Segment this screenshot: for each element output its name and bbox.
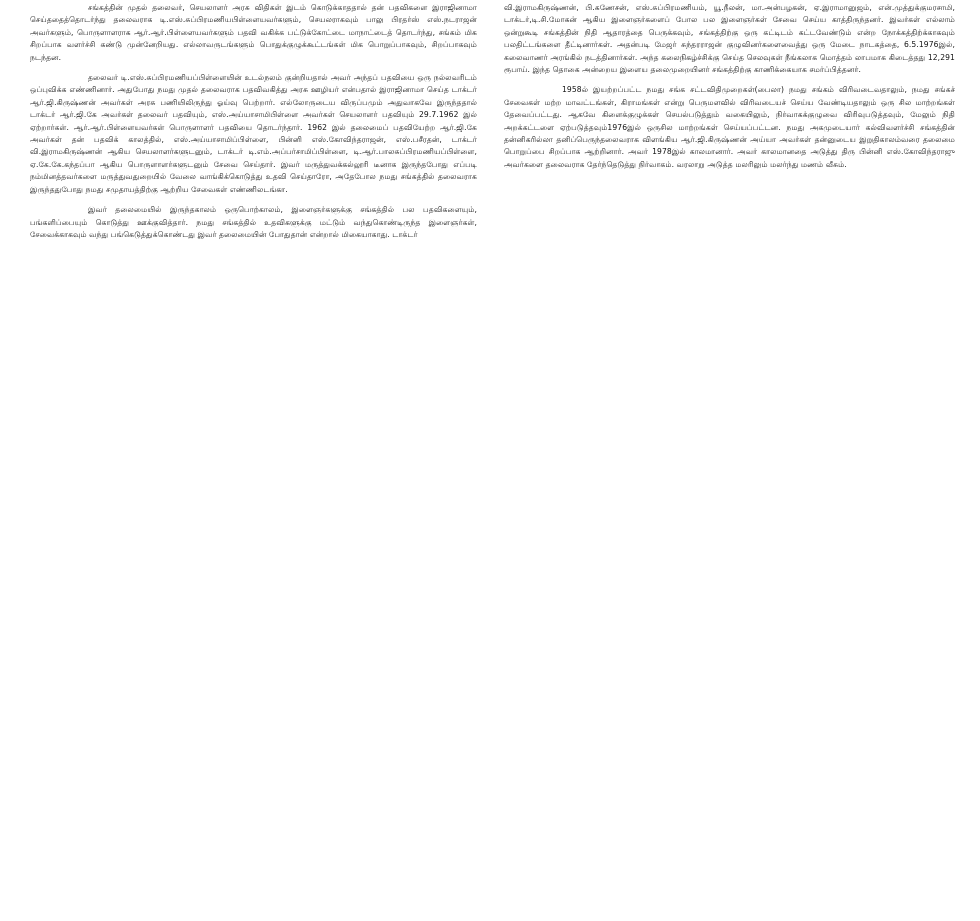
paragraph: வி.இராமகிருஷ்ணன், பி.கணேசன், எஸ்.சுப்பிரமணியம், யூ.நீலன், மா.அன்பழகன், ஏ.இராமானுஜம், என்.முத்துக்குமரசாமி, டாக்டர்,டி.சி.மோகன் ஆகிய இளைஞர்களைப் போல பல இளைஞர்கள் சேவை செய்ய காத்திருந்தனர். இவர்கள் எல்லாம் ஒன்றுகூடி சங்கத்தின் நிதி ஆதாரத்தை பெருக்கவும், சங்கத்திற்கு ஒரு கட்டிடம் கட்டவேண்டும் என்ற நோக்கத்திற்க்காகவும் பலதிட்டங்களை தீட்டினார்கள். அதன்படி மேஜர் சுந்தரராஜன் குழுவினர்களைவைத்து ஒரு மேடை நாடகத்தை, 6.5.1976இல், கலைவாணர் அரங்கில் நடத்தினார்கள். அந்த கலைநிகழ்ச்சிக்கு செய்த செலவுகள் நீங்கலாக மொத்தம் லாபமாக கிடைத்தது 12,291 ரூபாய். இந்த தொகை அன்றைய இளைய தலைமுறையினர் சங்கத்திற்கு காணிக்கையாக சமர்ப்பித்தனர்.: [504, 3, 955, 75]
left-column: [0, 0, 483, 921]
paragraph: 1958ல் இயற்றப்பட்ட நமது சங்க சட்டவிதிமுறைகள்(பைலா) நமது சங்கம் விரிவடைவதாலும், நமது சங்கச் சேவைகள் மற்ற மாவட்டங்கள், கிராமங்கள் என்று பெருமளவில் விரிவடையச் செய்ய வேண்டியதாலும் ஒரு சில மாற்றங்கள் தேவைப்பட்டது. ஆகவே கிளைக்குழுக்கள் செயல்படுத்தும் வகையிலும், நிர்வாகக்குழுவை விரிவுபடுத்தவும், மேலும் நிதி அறக்கட்டளை ஏற்படுத்தவும்1976இல் ஒருசில மாற்றங்கள் செய்யப்பட்டன. நமது அகமுடையார் கல்விவளர்ச்சி சங்கத்தின் தன்னிகரில்லா தனிப்பெருந்தலைவராக விளங்கிய ஆர்.ஜி.கிருஷ்ணன் அய்யா அவர்கள் தன்னுடைய இறுதிகாலம்வரை தலைமை பொறுப்பை சிறப்பாக ஆற்றினார். அவர் 1978இல் காலமானார். அவர் காலமானதை அடுத்து திரு பின்னி எஸ்.கோவிந்தராஜு அவர்களை தலைவராக தேர்ந்தெடுத்து நிர்வாகம். வரலாறு அடுத்த மலரிலும் மலர்ந்து மணம் வீசும்.: [504, 85, 955, 169]
paragraph: சங்கத்தின் முதல் தலைவர், செயலாளர் அரசு விதிகள் இடம் கொடுக்காததால் தன் பதவிகளை இராஜினாமா செய்ததைத்தொடர்ந்து தலைவராக டி.எஸ்.சுப்பிரமணியபிள்ளையவர்களும், செயலராகவும் பாலு பிரதர்ஸ் எஸ்.நடராஜன் அவர்களும், பொருளாளராக ஆர்.ஆர்.பிள்ளையவர்களும் பதவி வகிக்க பட்டுக்கோட்டை மாநாட்டைத் தொடர்ந்து, சங்கம் மிக சிறப்பாக வளர்ச்சி கண்டு முன்னேறியது. எல்லாவருடங்களும் பொதுக்குழுக்கூட்டங்கள் மிக பொறுப்பாகவும், சிறப்பாகவும் நடந்தன.: [30, 3, 477, 62]
right-column: [489, 0, 965, 921]
paragraph: தலைவர் டி.எஸ்.சுப்பிரமணியப்பிள்ளையின் உடல்நலம் குன்றியதால் அவர் அந்தப் பதவியை ஒரு நல்லவரிடம் ஒப்புவிக்க எண்ணினார். அதுபோது நமது முதல் தலைவராக பதவிவகித்து அரசு ஊழியர் என்பதால் இராஜினாமா செய்த டாக்டர் ஆர்.ஜி.கிருஷ்ணன் அவர்கள் அரசு பணியிலிருந்து ஓய்வு பெற்றார். எல்லோருடைய விருப்பமும் அதுவாகவே இருந்ததால் டாக்டர் ஆர்.ஜி.கே அவர்கள் தலைவர் பதவியும், எஸ்.அய்யாசாமிபிள்ளை அவர்கள் செயலாளர் பதவியும் 29.7.1962 இல் ஏற்றார்கள். ஆர்.ஆர்.பிள்ளையவர்கள் பொருளாளர் பதவியை தொடர்ந்தார். 1962 இல் தலைமைப் பதவியேற்ற ஆர்.ஜி.கே அவர்கள் தன் பதவிக் காலத்தில், எஸ்.அய்யாசாமிப்பிள்ளை, பின்னி எஸ்.கோவிந்தராஜன், எஸ்.பசீரதன், டாக்டர் வி.இராமகிருஷ்ணன் ஆகிய செயலாளர்களுடனும், டாக்டர் டி.எம்.அப்பர்சாமிப்பிள்ளை, டி.ஆர்.பாலசுப்பிரமணியப்பிள்ளை, ஏ.கே.கே.கந்தப்பா ஆகிய பொருளாளர்களுடனும் சேவை செய்தார். இவர் மருத்துவக்கல்லூரி டீனாக இருந்தபோது எப்படி நம்மினத்தவர்களை மருத்துவதுறையில் வேலை வாங்கிக்கொடுத்து உதவி செய்தாரோ, அதேபோல நமது சங்கத்தில் தலைவராக இருந்ததுபோது நமது சமுதாயத்திற்கு ஆற்றிய சேவைகள் எண்ணிலடங்கா.: [30, 73, 477, 194]
paragraph: இவர் தலைமையில் இருந்தகாலம் ஒருபொற்காலம், இளைஞர்களுக்கு சங்கத்தில் பல பதவிகளையும், பங்களிப்பையும் கொடுத்து ஊக்குவித்தார். நமது சங்கத்தில் உதவிகளுக்கு மட்டும் வந்துகொண்டிருந்த இளைஞர்கள், சேவைக்காகவும் வந்து பங்கெடுத்துக்கொண்டது இவர் தலைமையின் போதுதான் என்றால் மிகையாகாது. டாக்டர்: [30, 205, 477, 239]
